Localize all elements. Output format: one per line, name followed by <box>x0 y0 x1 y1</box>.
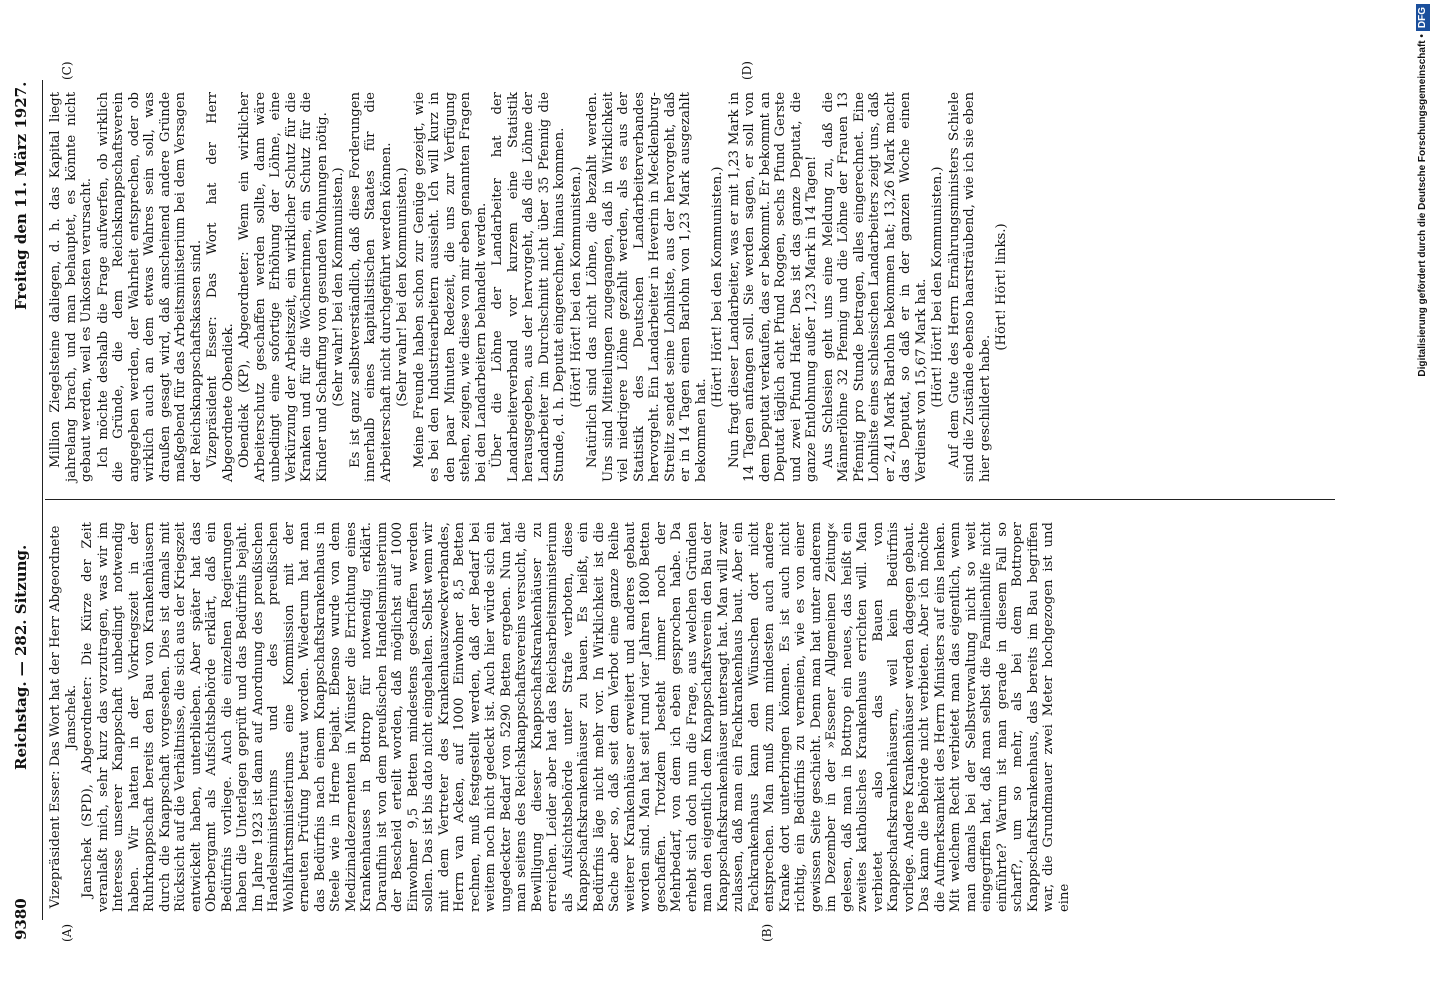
paragraph: Nun fragt dieser Landarbeiter, was er mit 1,23 Mark in 14 Tagen anfangen soll. Sie werden sagen, er soll von dem Deputat verkaufen, das er bekommt. Er bekommt an Deputat täglich acht Pfund Roggen, sechs Pfund Gerste und zwei Pfund Hafer. Das ist das ganze Deputat, die ganze Entlohnung außer 1,23 Mark in 14 Tagen! <box>726 92 819 482</box>
margin-mark-d: (D) <box>740 61 754 80</box>
left-column <box>48 522 1073 912</box>
interjection: (Hört! Hört! bei den Kommunisten.) <box>930 166 945 408</box>
paragraph: Aus Schlesien geht uns eine Meldung zu, daß die Männerlöhne 32 Pfennig und die Löhne der Frauen 13 Pfennig pro Stunde betragen, alles eingerechnet. Eine Lohnliste eines schlesischen Landarbeiters zeigt uns, daß er 2,41 Mark Barlohn bekommen hat; 13,26 Mark macht das Deputat, so daß er in der ganzen Woche einen Verdienst von 15,67 Mark hat. <box>820 92 929 482</box>
interjection: (Sehr wahr! bei den Kommunisten.) <box>395 167 410 407</box>
paragraph: Janschek (SPD), Abgeordneter: Die Kürze der Zeit veranlaßt mich, sehr kurz das vorzutragen, was wir im Interesse unserer Knappschaft unbedingt notwendig haben. Wir hatten in der Vorkriegszeit in der Ruhrknappschaft bereits den Bau von Krankenhäusern durch die Knappschaft vorgesehen. Dies ist damals mit Rücksicht auf die Verhältnisse, die sich aus der Kriegszeit entwickelt haben, unterblieben. Aber später hat das Oberbergamt als Aufsichtsbehörde erklärt, daß ein Bedürfnis vorliege. Auch die einzelnen Regierungen haben die Unterlagen geprüft und das Bedürfnis bejaht. Im Jahre 1923 ist dann auf Anordnung des preußischen Handelsministeriums und des preußischen Wohlfahrtsministeriums eine Kommission mit der erneuten Prüfung betraut worden. Wiederum hat man das Bedürfnis nach einem Knappschaftskrankenhaus in Steele wie in Herne bejaht. Ebenso wurde von dem Medizinaldezernenten in Münster die Errichtung eines Krankenhauses in Bottrop für notwendig erklärt. Daraufhin ist von dem preußischen Handelsministerium der Bescheid erteilt worden, daß möglichst auf 1000 Einwohner 9,5 Betten mindestens geschaffen werden sollen. Das ist bis dato nicht eingehalten. Selbst wenn wir mit dem Vertreter des Krankenhauszweckverbandes, Herrn van Acken, auf 1000 Einwohner 8,5 Betten rechnen, muß festgestellt werden, daß der Bedarf bei weitem noch nicht gedeckt ist. Auch hier würde sich ein ungedeckter Bedarf von 5290 Betten ergeben. Nun hat man seitens des Reichsknappschaftsvereins versucht, die Bewilligung dieser Knappschaftskrankenhäuser zu erreichen. Leider aber hat das Reichsarbeitsministerium als Aufsichtsbehörde unter Strafe verboten, diese Knappschaftskrankenhäuser zu bauen. Es heißt, ein Bedürfnis läge nicht mehr vor. In Wirklichkeit ist die Sache aber so, daß seit dem Verbot eine ganze Reihe weiterer Krankenhäuser erweitert und anderes gebaut worden sind. Man hat seit rund vier Jahren 1800 Betten geschaffen. Trotzdem besteht immer noch der Mehrbedarf, von dem ich eben gesprochen habe. Da erhebt sich doch nun die Frage, aus welchen Gründen man den eigentlich dem Knappschaftsverein den Bau der Knappschaftskrankenhäuser untersagt hat. Man will zwar zulassen, daß man ein Fachkrankenhaus baut. Aber ein Fachkrankenhaus kann den Wünschen dort nicht entsprechen. Man muß zum mindesten auch andere Kranke dort unterbringen können. Es ist auch nicht richtig, ein Bedürfnis zu verneinen, wie es von einer gewissen Seite geschieht. Denn man hat unter anderem im Dezember in der »Essener Allgemeinen Zeitung« gelesen, daß man in Bottrop ein neues, das heißt ein zweites katholisches Krankenhaus errichten will. Man verbietet also das Bauen von Knappschaftskrankenhäusern, weil kein Bedürfnis vorliege. Andere Krankenhäuser werden dagegen gebaut. Das kann die Behörde nicht verbieten. Aber ich möchte die Aufmerksamkeit des Herrn Ministers auf eins lenken. Mit welchem Recht verbietet man das eigentlich, wenn man damals bei der Selbstverwaltung nicht so weit eingegriffen hat, daß man selbst die Familienhilfe nicht einführte? Warum ist man gerade in diesem Fall so scharf?, um so mehr, als bei dem Bottroper Knappschaftskrankenhaus, das bereits im Bau begriffen war, die Grundmauer zwei Meter hochgezogen ist und eine <box>80 522 1072 912</box>
paragraph: Ich möchte deshalb die Frage aufwerfen, ob wirklich die Gründe, die dem Reichsknappschaftsverein angegeben werden, der Wahrheit entsprechen, oder ob wirklich auch an dem etwas Wahres sein soll, was draußen gesagt wird, daß anscheinend andere Gründe maßgebend für das Arbeitsministerium bei dem Versagen der Reichsknappschaftskassen sind. <box>95 92 204 482</box>
header-date: Freitag den 11. März 1927. <box>12 81 30 310</box>
digitization-note <box>1412 4 1434 996</box>
margin-mark-a: (A) <box>60 923 74 942</box>
page-number: 9380 <box>12 898 30 940</box>
interjection: (Sehr wahr! bei den Kommunisten.) <box>331 167 346 407</box>
paragraph: Vizepräsident Esser: Das Wort hat der Herr Abgeordnete Janschek. <box>48 525 79 909</box>
paragraph: Million Ziegelsteine daliegen, d. h. das Kapital liegt jahrelang brach, und man behauptet, es könnte nicht gebaut werden, weil es Unkosten verursacht. <box>48 92 94 482</box>
digitization-text: Digitalisierung gefördert durch die Deutsche Forschungsgemeinschaft • <box>1417 34 1428 377</box>
margin-mark-b: (B) <box>760 923 774 942</box>
interjection: (Hört! Hört! bei den Kommunisten.) <box>710 166 725 408</box>
right-column <box>48 92 1011 482</box>
dfg-logo: DFG <box>1416 4 1430 31</box>
paragraph: Über die Löhne der Landarbeiter hat der Landarbeiterverband vor kurzem eine Statistik herausgegeben, aus der hervorgeht, daß die Löhne der Landarbeiter im Durchschnitt nicht über 35 Pfennig die Stunde, d. h. Deputat eingerechnet, hinaus kommen. <box>490 92 567 482</box>
header-rule <box>42 80 43 920</box>
margin-mark-c: (C) <box>60 61 74 80</box>
page-header <box>8 60 38 940</box>
interjection: (Hört! Hört! bei den Kommunisten.) <box>568 166 584 408</box>
paragraph: Meine Freunde haben schon zur Genüge gezeigt, wie es bei den Industriearbeitern aussieht. Ich will kurz in den paar Minuten Redezeit, die uns zur Verfügung stehen, zeigen, wie diese von mir eben genannten Fragen bei den Landarbeitern behandelt werden. <box>411 92 489 482</box>
paragraph: Vizepräsident Esser: Das Wort hat der Herr Abgeordnete Obendiek. <box>205 92 236 482</box>
paragraph: Es ist ganz selbstverständlich, daß diese Forderungen innerhalb eines kapitalistischen Staates für die Arbeiterschaft nicht durchgeführt werden können. <box>347 92 394 482</box>
paragraph: Natürlich sind das nicht Löhne, die bezahlt werden. Uns sind Mitteilungen zugegangen, daß in Wirklichkeit viel niedrigere Löhne gezahlt werden, als es aus der Statistik des Deutschen Landarbeiterverbandes hervorgeht. Ein Landarbeiter in Heverin in Mecklenburg-Strelitz sendet seine Lohnliste, aus der hervorgeht, daß er in 14 Tagen einen Barlohn von 1,23 Mark ausgezahlt bekommen hat. <box>585 92 709 482</box>
header-session: Reichstag. — 282. Sitzung. <box>12 544 30 770</box>
paragraph: Obendiek (KP), Abgeordneter: Wenn ein wirklicher Arbeiterschutz geschaffen werden sollte, dann wäre unbedingt eine sofortige Erhöhung der Löhne, eine Verkürzung der Arbeitszeit, ein wirklicher Schutz für die Kranken und für die Wöchnerinnen, ein Schutz für die Kinder und Schaffung von gesunden Wohnungen nötig. <box>237 92 330 482</box>
column-divider <box>45 499 1335 500</box>
paragraph: Auf dem Gute des Herrn Ernährungsministers Schiele sind die Zustände ebenso haarsträubend, wie ich sie eben hier geschildert habe. <box>946 92 993 482</box>
interjection: (Hört! Hört! links.) <box>994 223 1009 351</box>
